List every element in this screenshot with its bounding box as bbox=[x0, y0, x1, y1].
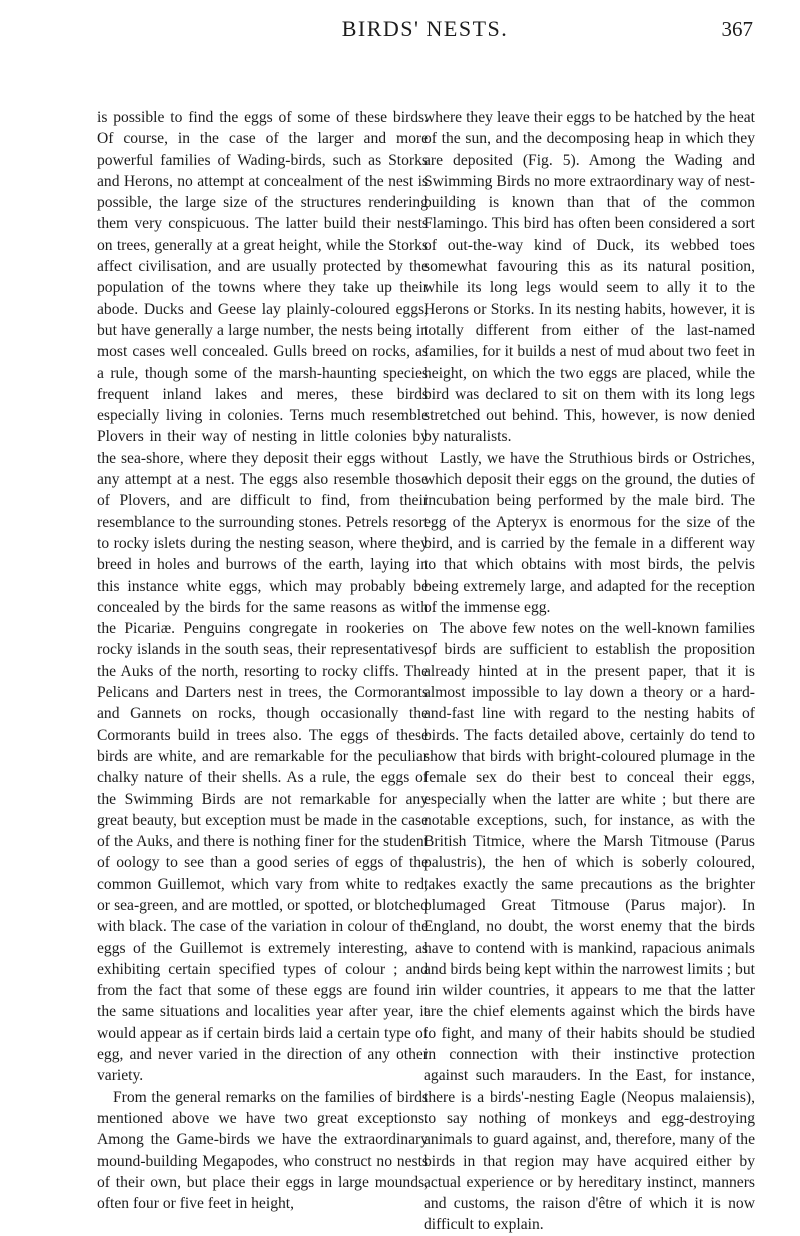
running-head bbox=[97, 16, 753, 48]
paragraph: From the general remarks on the families of birds mentioned above we have two great exceptions. Among the Game-birds we have the extraordinary mound-building Megapodes, who construct no nests of their own, but place their eggs in large mounds, often four or five feet in height, bbox=[97, 1088, 428, 1213]
paragraph: is possible to find the eggs of some of these birds. Of course, in the case of the larger and more powerful families of Wading-birds, such as Storks and Herons, no attempt at concealment of the nest is possible, the large size of the structures rendering them very conspicuous. The latter build their nests on trees, generally at a great height, while the Storks affect civilisation, and are usually protected by the population of the towns where they take up their abode. Ducks and Geese lay plainly-coloured eggs, but have generally a large number, the nests being in most cases well concealed. Gulls breed on rocks, as a rule, though some of the marsh-haunting species frequent inland lakes and meres, these birds especially living in colonies. Terns much resemble Plovers in their way of nesting in little colonies by the sea-shore, where they deposit their eggs without any attempt at a nest. The eggs also resemble those of Plovers, and are difficult to find, from their resemblance to the surrounding stones. Petrels resort to rocky islets during the nesting season, where they breed in holes and burrows of the earth, laying in this instance white eggs, which may probably be concealed by the birds for the same reasons as with the Picariæ. Penguins congregate in rookeries on rocky islands in the south seas, their representatives, the Auks of the north, resorting to rocky cliffs. The Pelicans and Darters nest in trees, the Cormorants and Gannets on rocks, though occasionally the Cormorants build in trees also. The eggs of these birds are white, and are remarkable for the peculiar chalky nature of their shells. As a rule, the eggs of the Swimming Birds are not remarkable for any great beauty, but exception must be made in the case of the Auks, and there is nothing finer for the student of oology to see than a good series of eggs of the common Guillemot, which vary from white to red, or sea-green, and are mottled, or spotted, or blotched with black. The case of the variation in colour of the eggs of the Guillemot is extremely interesting, as exhibiting certain specified types of colour ; and from the fact that some of these eggs are found in the same situations and localities year after year, it would appear as if certain birds laid a certain type of egg, and never varied in the direction of any other variety. bbox=[97, 109, 428, 1085]
paragraph: Lastly, we have the Struthious birds or Ostriches, which deposit their eggs on the ground, the duties of incubation being performed by the male bird. The egg of the Apteryx is enormous for the size of the bird, and is carried by the female in a different way to that which obtains with most birds, the pelvis being extremely large, and adapted for the reception of the immense egg. bbox=[424, 449, 755, 616]
page-number: 367 bbox=[721, 17, 753, 41]
paragraph: where they leave their eggs to be hatched by the heat of the sun, and the decomposing heap in which they are deposited (Fig. 5). Among the Wading and Swimming Birds no more extraordinary way of nest-building is known than that of the common Flamingo. This bird has often been considered a sort of out-the-way kind of Duck, its webbed toes somewhat favouring this as its natural position, while its long legs would seem to ally it to the Herons or Storks. In its nesting habits, however, it is totally different from either of the last-named families, for it builds a nest of mud about two feet in height, on which the two eggs are placed, while the bird was declared to sit on them with its long legs stretched out behind. This, however, is now denied by naturalists. bbox=[424, 109, 755, 446]
paragraph: The above few notes on the well-known families of birds are sufficient to establish the proposition already hinted at in the present paper, that it is almost impossible to lay down a theory or a hard-and-fast line with regard to the nesting habits of birds. The facts detailed above, certainly do tend to show that birds with bright-coloured plumage in the female sex do their best to conceal their eggs, especially when the latter are white ; but there are notable exceptions, such, for instance, as with the British Titmice, where the Marsh Titmouse (Parus palustris), the hen of which is soberly coloured, takes exactly the same precautions as the brighter plumaged Great Titmouse (Parus major). In England, no doubt, the worst enemy that the birds have to contend with is mankind, rapacious animals and birds being kept within the narrowest limits ; but in wilder countries, it appears to me that the latter are the chief elements against which the birds have to fight, and many of their habits should be studied in connection with their instinctive protection against such marauders. In the East, for instance, there is a birds'-nesting Eagle (Neopus malaiensis), to say nothing of monkeys and egg-destroying animals to guard against, and, therefore, many of the birds in that region may have acquired either by actual experience or by hereditary instinct, manners and customs, the raison d'être of which it is now difficult to explain. bbox=[424, 620, 755, 1234]
right-column bbox=[424, 107, 755, 1236]
left-column bbox=[97, 107, 428, 1214]
running-title: BIRDS' NESTS. bbox=[341, 16, 509, 41]
